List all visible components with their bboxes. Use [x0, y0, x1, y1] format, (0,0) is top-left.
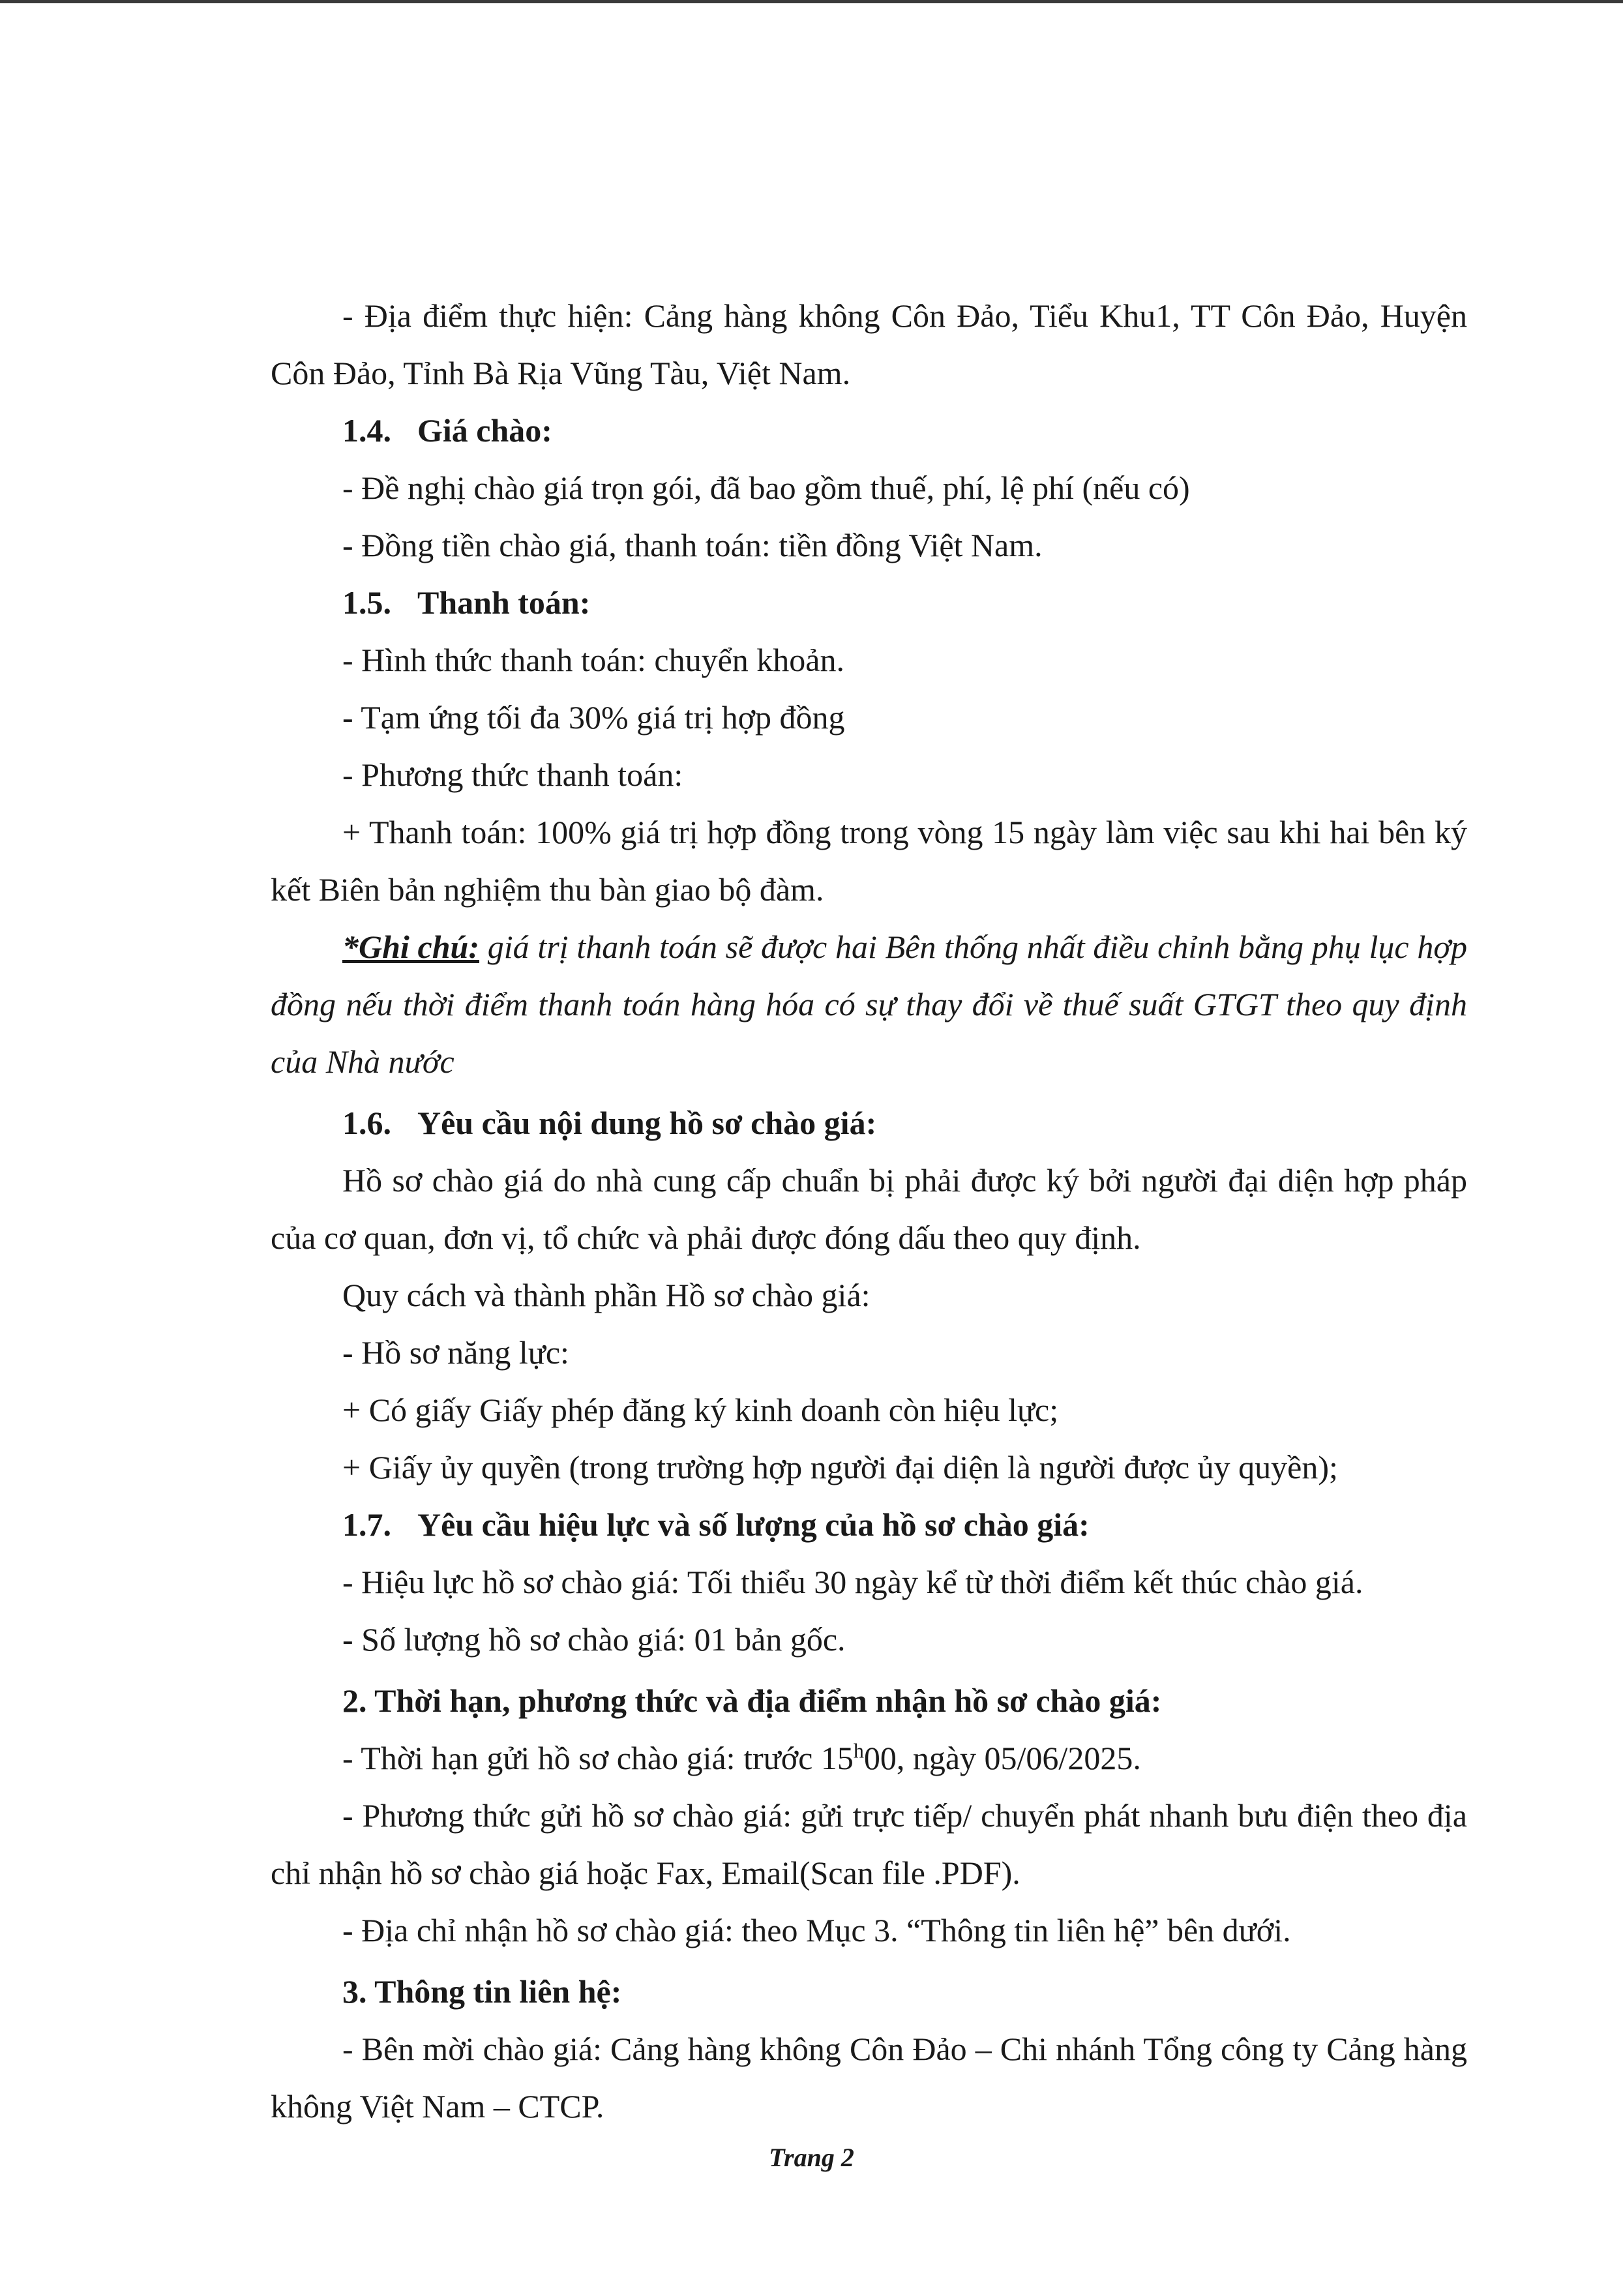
heading-1-4: [271, 402, 1467, 459]
price-line-1: - Đề nghị chào giá trọn gói, đã bao gồm thuế, phí, lệ phí (nếu có): [342, 470, 1190, 506]
heading-1-7: [271, 1496, 1467, 1553]
requirement-line-2: Quy cách và thành phần Hồ sơ chào giá:: [342, 1277, 871, 1313]
document-body: [271, 287, 1467, 2135]
note-text: giá trị thanh toán sẽ được hai Bên thống nhất điều chỉnh bằng phụ lục hợp đồng nếu thời điểm thanh toán hàng hóa có sự thay đổi về thuế suất GTGT theo quy định của Nhà nước: [271, 929, 1468, 1080]
heading-title: Thanh toán:: [417, 584, 591, 621]
heading-3: 3. Thông tin liên hệ:: [342, 1973, 622, 2010]
requirement-line-1: Hồ sơ chào giá do nhà cung cấp chuẩn bị phải được ký bởi người đại diện hợp pháp của cơ quan, đơn vị, tổ chức và phải được đóng dấu theo quy định.: [271, 1162, 1467, 1256]
requirement-line-3: - Hồ sơ năng lực:: [342, 1334, 569, 1371]
requirement-line-4: + Có giấy Giấy phép đăng ký kinh doanh còn hiệu lực;: [342, 1392, 1059, 1428]
heading-1-5: [271, 574, 1467, 631]
method-line: - Phương thức gửi hồ sơ chào giá: gửi trực tiếp/ chuyển phát nhanh bưu điện theo địa chỉ nhận hồ sơ chào giá hoặc Fax, Email(Scan file .PDF).: [271, 1797, 1467, 1891]
note-label: *Ghi chú:: [342, 929, 480, 965]
heading-title: Giá chào:: [417, 412, 552, 449]
heading-1-6: [271, 1094, 1467, 1152]
validity-line-2: - Số lượng hồ sơ chào giá: 01 bản gốc.: [342, 1621, 846, 1658]
address-line: - Địa chỉ nhận hồ sơ chào giá: theo Mục 3. “Thông tin liên hệ” bên dưới.: [342, 1912, 1291, 1948]
location-paragraph: - Địa điểm thực hiện: Cảng hàng không Côn Đảo, Tiểu Khu1, TT Côn Đảo, Huyện Côn Đảo, Tỉnh Bà Rịa Vũng Tàu, Việt Nam.: [271, 297, 1467, 391]
payment-line-3: - Phương thức thanh toán:: [342, 756, 683, 793]
heading-number: 1.7.: [342, 1506, 391, 1543]
scan-top-edge: [0, 0, 1623, 3]
deadline-line: [271, 1729, 1467, 1787]
payment-line-2: - Tạm ứng tối đa 30% giá trị hợp đồng: [342, 699, 845, 736]
page-number-footer: Trang 2: [769, 2143, 854, 2172]
note-paragraph: [271, 918, 1467, 1090]
contact-line: - Bên mời chào giá: Cảng hàng không Côn Đảo – Chi nhánh Tổng công ty Cảng hàng không Việt Nam – CTCP.: [271, 2031, 1467, 2125]
payment-line-1: - Hình thức thanh toán: chuyển khoản.: [342, 642, 844, 678]
heading-number: 1.6.: [342, 1105, 391, 1141]
price-line-2: - Đồng tiền chào giá, thanh toán: tiền đồng Việt Nam.: [342, 527, 1043, 563]
heading-number: 1.5.: [342, 584, 391, 621]
heading-number: 1.4.: [342, 412, 391, 449]
heading-2: 2. Thời hạn, phương thức và địa điểm nhận hồ sơ chào giá:: [342, 1682, 1162, 1719]
heading-title: Yêu cầu hiệu lực và số lượng của hồ sơ chào giá:: [417, 1506, 1090, 1543]
heading-title: Yêu cầu nội dung hồ sơ chào giá:: [417, 1105, 877, 1141]
deadline-superscript: h: [853, 1738, 864, 1763]
payment-line-4: + Thanh toán: 100% giá trị hợp đồng trong vòng 15 ngày làm việc sau khi hai bên ký kết Biên bản nghiệm thu bàn giao bộ đàm.: [271, 814, 1467, 908]
deadline-prefix: - Thời hạn gửi hồ sơ chào giá: trước 15: [342, 1740, 854, 1776]
validity-line-1: - Hiệu lực hồ sơ chào giá: Tối thiểu 30 ngày kể từ thời điểm kết thúc chào giá.: [342, 1564, 1363, 1600]
requirement-line-5: + Giấy ủy quyền (trong trường hợp người đại diện là người được ủy quyền);: [342, 1449, 1338, 1485]
deadline-suffix: 00, ngày 05/06/2025.: [863, 1740, 1141, 1776]
